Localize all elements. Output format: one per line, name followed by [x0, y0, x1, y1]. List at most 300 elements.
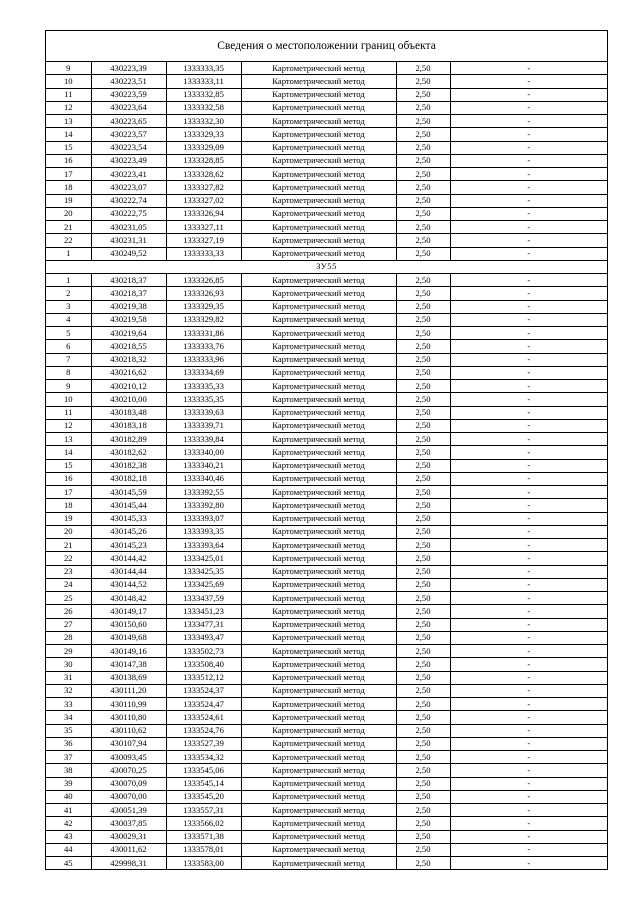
accuracy-cell: 2,50 — [396, 287, 450, 300]
method-cell: Картометрический метод — [241, 790, 396, 803]
y-coordinate-cell: 1333534,32 — [166, 751, 241, 764]
x-coordinate-cell: 430070,00 — [91, 790, 166, 803]
accuracy-cell: 2,50 — [396, 419, 450, 432]
coordinates-table — [46, 62, 607, 869]
method-cell: Картометрический метод — [241, 380, 396, 393]
method-cell: Картометрический метод — [241, 618, 396, 631]
point-number-cell: 38 — [46, 764, 91, 777]
table-row — [46, 154, 607, 167]
accuracy-cell: 2,50 — [396, 115, 450, 128]
method-cell: Картометрический метод — [241, 631, 396, 644]
y-coordinate-cell: 1333329,09 — [166, 141, 241, 154]
accuracy-cell: 2,50 — [396, 671, 450, 684]
x-coordinate-cell: 429998,31 — [91, 857, 166, 870]
table-row — [46, 645, 607, 658]
table-row — [46, 168, 607, 181]
table-row — [46, 234, 607, 247]
method-cell: Картометрический метод — [241, 274, 396, 287]
x-coordinate-cell: 430145,59 — [91, 486, 166, 499]
point-number-cell: 16 — [46, 472, 91, 485]
method-cell: Картометрический метод — [241, 327, 396, 340]
accuracy-cell: 2,50 — [396, 62, 450, 75]
description-cell: - — [450, 88, 607, 101]
table-row — [46, 287, 607, 300]
x-coordinate-cell: 430249,52 — [91, 247, 166, 260]
accuracy-cell: 2,50 — [396, 75, 450, 88]
point-number-cell: 29 — [46, 645, 91, 658]
description-cell: - — [450, 446, 607, 459]
description-cell: - — [450, 525, 607, 538]
method-cell: Картометрический метод — [241, 552, 396, 565]
x-coordinate-cell: 430144,44 — [91, 565, 166, 578]
y-coordinate-cell: 1333425,35 — [166, 565, 241, 578]
x-coordinate-cell: 430011,62 — [91, 843, 166, 856]
method-cell: Картометрический метод — [241, 419, 396, 432]
table-row — [46, 247, 607, 260]
y-coordinate-cell: 1333512,12 — [166, 671, 241, 684]
y-coordinate-cell: 1333392,80 — [166, 499, 241, 512]
table-row — [46, 366, 607, 379]
point-number-cell: 39 — [46, 777, 91, 790]
y-coordinate-cell: 1333331,86 — [166, 327, 241, 340]
accuracy-cell: 2,50 — [396, 194, 450, 207]
x-coordinate-cell: 430051,39 — [91, 804, 166, 817]
x-coordinate-cell: 430144,42 — [91, 552, 166, 565]
point-number-cell: 10 — [46, 393, 91, 406]
x-coordinate-cell: 430182,62 — [91, 446, 166, 459]
description-cell: - — [450, 605, 607, 618]
point-number-cell: 10 — [46, 75, 91, 88]
description-cell: - — [450, 406, 607, 419]
point-number-cell: 41 — [46, 804, 91, 817]
accuracy-cell: 2,50 — [396, 433, 450, 446]
description-cell: - — [450, 751, 607, 764]
accuracy-cell: 2,50 — [396, 154, 450, 167]
y-coordinate-cell: 1333332,30 — [166, 115, 241, 128]
table-row — [46, 459, 607, 472]
method-cell: Картометрический метод — [241, 843, 396, 856]
accuracy-cell: 2,50 — [396, 499, 450, 512]
table-row — [46, 830, 607, 843]
point-number-cell: 19 — [46, 194, 91, 207]
y-coordinate-cell: 1333524,76 — [166, 724, 241, 737]
x-coordinate-cell: 430223,54 — [91, 141, 166, 154]
point-number-cell: 22 — [46, 552, 91, 565]
x-coordinate-cell: 430110,80 — [91, 711, 166, 724]
x-coordinate-cell: 430093,45 — [91, 751, 166, 764]
table-row — [46, 115, 607, 128]
x-coordinate-cell: 430222,74 — [91, 194, 166, 207]
point-number-cell: 5 — [46, 327, 91, 340]
point-number-cell: 42 — [46, 817, 91, 830]
accuracy-cell: 2,50 — [396, 247, 450, 260]
table-row — [46, 512, 607, 525]
point-number-cell: 9 — [46, 62, 91, 75]
point-number-cell: 33 — [46, 698, 91, 711]
method-cell: Картометрический метод — [241, 128, 396, 141]
point-number-cell: 22 — [46, 234, 91, 247]
accuracy-cell: 2,50 — [396, 274, 450, 287]
method-cell: Картометрический метод — [241, 592, 396, 605]
accuracy-cell: 2,50 — [396, 512, 450, 525]
method-cell: Картометрический метод — [241, 62, 396, 75]
point-number-cell: 27 — [46, 618, 91, 631]
accuracy-cell: 2,50 — [396, 830, 450, 843]
accuracy-cell: 2,50 — [396, 168, 450, 181]
x-coordinate-cell: 430223,49 — [91, 154, 166, 167]
x-coordinate-cell: 430145,44 — [91, 499, 166, 512]
y-coordinate-cell: 1333508,40 — [166, 658, 241, 671]
description-cell: - — [450, 128, 607, 141]
y-coordinate-cell: 1333451,23 — [166, 605, 241, 618]
description-cell: - — [450, 565, 607, 578]
x-coordinate-cell: 430145,33 — [91, 512, 166, 525]
x-coordinate-cell: 430182,89 — [91, 433, 166, 446]
description-cell: - — [450, 684, 607, 697]
method-cell: Картометрический метод — [241, 777, 396, 790]
method-cell: Картометрический метод — [241, 168, 396, 181]
x-coordinate-cell: 430149,68 — [91, 631, 166, 644]
method-cell: Картометрический метод — [241, 406, 396, 419]
point-number-cell: 18 — [46, 499, 91, 512]
table-row — [46, 790, 607, 803]
method-cell: Картометрический метод — [241, 247, 396, 260]
point-number-cell: 9 — [46, 380, 91, 393]
accuracy-cell: 2,50 — [396, 539, 450, 552]
description-cell: - — [450, 671, 607, 684]
table-row — [46, 62, 607, 75]
x-coordinate-cell: 430183,48 — [91, 406, 166, 419]
x-coordinate-cell: 430218,55 — [91, 340, 166, 353]
method-cell: Картометрический метод — [241, 578, 396, 591]
description-cell: - — [450, 75, 607, 88]
description-cell: - — [450, 764, 607, 777]
x-coordinate-cell: 430223,07 — [91, 181, 166, 194]
accuracy-cell: 2,50 — [396, 380, 450, 393]
y-coordinate-cell: 1333328,85 — [166, 154, 241, 167]
accuracy-cell: 2,50 — [396, 234, 450, 247]
method-cell: Картометрический метод — [241, 433, 396, 446]
y-coordinate-cell: 1333524,61 — [166, 711, 241, 724]
x-coordinate-cell: 430218,37 — [91, 274, 166, 287]
y-coordinate-cell: 1333583,00 — [166, 857, 241, 870]
point-number-cell: 16 — [46, 154, 91, 167]
x-coordinate-cell: 430223,39 — [91, 62, 166, 75]
method-cell: Картометрический метод — [241, 499, 396, 512]
method-cell: Картометрический метод — [241, 75, 396, 88]
y-coordinate-cell: 1333524,47 — [166, 698, 241, 711]
x-coordinate-cell: 430070,25 — [91, 764, 166, 777]
description-cell: - — [450, 340, 607, 353]
accuracy-cell: 2,50 — [396, 141, 450, 154]
table-row — [46, 221, 607, 234]
table-row — [46, 327, 607, 340]
method-cell: Картометрический метод — [241, 539, 396, 552]
point-number-cell: 11 — [46, 88, 91, 101]
y-coordinate-cell: 1333571,38 — [166, 830, 241, 843]
y-coordinate-cell: 1333335,33 — [166, 380, 241, 393]
point-number-cell: 4 — [46, 313, 91, 326]
description-cell: - — [450, 658, 607, 671]
accuracy-cell: 2,50 — [396, 804, 450, 817]
y-coordinate-cell: 1333340,00 — [166, 446, 241, 459]
y-coordinate-cell: 1333326,85 — [166, 274, 241, 287]
y-coordinate-cell: 1333326,93 — [166, 287, 241, 300]
x-coordinate-cell: 430110,62 — [91, 724, 166, 737]
method-cell: Картометрический метод — [241, 221, 396, 234]
accuracy-cell: 2,50 — [396, 618, 450, 631]
table-row — [46, 671, 607, 684]
method-cell: Картометрический метод — [241, 207, 396, 220]
description-cell: - — [450, 353, 607, 366]
description-cell: - — [450, 645, 607, 658]
table-row — [46, 380, 607, 393]
description-cell: - — [450, 817, 607, 830]
description-cell: - — [450, 433, 607, 446]
x-coordinate-cell: 430070,09 — [91, 777, 166, 790]
accuracy-cell: 2,50 — [396, 340, 450, 353]
table-row — [46, 857, 607, 870]
accuracy-cell: 2,50 — [396, 857, 450, 870]
point-number-cell: 24 — [46, 578, 91, 591]
x-coordinate-cell: 430138,69 — [91, 671, 166, 684]
accuracy-cell: 2,50 — [396, 446, 450, 459]
x-coordinate-cell: 430223,51 — [91, 75, 166, 88]
point-number-cell: 2 — [46, 287, 91, 300]
y-coordinate-cell: 1333332,85 — [166, 88, 241, 101]
x-coordinate-cell: 430231,05 — [91, 221, 166, 234]
y-coordinate-cell: 1333392,55 — [166, 486, 241, 499]
method-cell: Картометрический метод — [241, 459, 396, 472]
method-cell: Картометрический метод — [241, 857, 396, 870]
description-cell: - — [450, 486, 607, 499]
y-coordinate-cell: 1333327,11 — [166, 221, 241, 234]
method-cell: Картометрический метод — [241, 764, 396, 777]
y-coordinate-cell: 1333333,11 — [166, 75, 241, 88]
point-number-cell: 40 — [46, 790, 91, 803]
y-coordinate-cell: 1333524,37 — [166, 684, 241, 697]
accuracy-cell: 2,50 — [396, 300, 450, 313]
point-number-cell: 3 — [46, 300, 91, 313]
y-coordinate-cell: 1333425,01 — [166, 552, 241, 565]
table-row — [46, 618, 607, 631]
description-cell: - — [450, 327, 607, 340]
y-coordinate-cell: 1333326,94 — [166, 207, 241, 220]
table-row — [46, 525, 607, 538]
method-cell: Картометрический метод — [241, 234, 396, 247]
table-row — [46, 539, 607, 552]
table-row — [46, 101, 607, 114]
x-coordinate-cell: 430222,75 — [91, 207, 166, 220]
description-cell: - — [450, 631, 607, 644]
table-row — [46, 751, 607, 764]
y-coordinate-cell: 1333557,31 — [166, 804, 241, 817]
accuracy-cell: 2,50 — [396, 313, 450, 326]
point-number-cell: 8 — [46, 366, 91, 379]
x-coordinate-cell: 430029,31 — [91, 830, 166, 843]
point-number-cell: 44 — [46, 843, 91, 856]
description-cell: - — [450, 419, 607, 432]
table-row — [46, 724, 607, 737]
table-row — [46, 340, 607, 353]
x-coordinate-cell: 430037,85 — [91, 817, 166, 830]
description-cell: - — [450, 539, 607, 552]
method-cell: Картометрический метод — [241, 525, 396, 538]
accuracy-cell: 2,50 — [396, 393, 450, 406]
y-coordinate-cell: 1333578,01 — [166, 843, 241, 856]
x-coordinate-cell: 430210,12 — [91, 380, 166, 393]
point-number-cell: 37 — [46, 751, 91, 764]
accuracy-cell: 2,50 — [396, 366, 450, 379]
y-coordinate-cell: 1333393,35 — [166, 525, 241, 538]
point-number-cell: 23 — [46, 565, 91, 578]
accuracy-cell: 2,50 — [396, 181, 450, 194]
method-cell: Картометрический метод — [241, 512, 396, 525]
accuracy-cell: 2,50 — [396, 843, 450, 856]
y-coordinate-cell: 1333327,19 — [166, 234, 241, 247]
method-cell: Картометрический метод — [241, 737, 396, 750]
y-coordinate-cell: 1333502,73 — [166, 645, 241, 658]
description-cell: - — [450, 578, 607, 591]
accuracy-cell: 2,50 — [396, 472, 450, 485]
table-row — [46, 843, 607, 856]
coordinates-table-body — [46, 62, 607, 869]
description-cell: - — [450, 592, 607, 605]
description-cell: - — [450, 62, 607, 75]
accuracy-cell: 2,50 — [396, 486, 450, 499]
description-cell: - — [450, 393, 607, 406]
description-cell: - — [450, 234, 607, 247]
y-coordinate-cell: 1333333,96 — [166, 353, 241, 366]
table-row — [46, 777, 607, 790]
method-cell: Картометрический метод — [241, 353, 396, 366]
description-cell: - — [450, 181, 607, 194]
point-number-cell: 13 — [46, 433, 91, 446]
table-row — [46, 406, 607, 419]
point-number-cell: 45 — [46, 857, 91, 870]
accuracy-cell: 2,50 — [396, 88, 450, 101]
x-coordinate-cell: 430183,18 — [91, 419, 166, 432]
x-coordinate-cell: 430218,37 — [91, 287, 166, 300]
table-row — [46, 207, 607, 220]
accuracy-cell: 2,50 — [396, 631, 450, 644]
description-cell: - — [450, 313, 607, 326]
section-label: ЗУ55 — [46, 260, 607, 273]
x-coordinate-cell: 430147,38 — [91, 658, 166, 671]
description-cell: - — [450, 221, 607, 234]
accuracy-cell: 2,50 — [396, 459, 450, 472]
table-row — [46, 817, 607, 830]
x-coordinate-cell: 430182,38 — [91, 459, 166, 472]
y-coordinate-cell: 1333437,59 — [166, 592, 241, 605]
method-cell: Картометрический метод — [241, 287, 396, 300]
x-coordinate-cell: 430223,59 — [91, 88, 166, 101]
x-coordinate-cell: 430219,38 — [91, 300, 166, 313]
accuracy-cell: 2,50 — [396, 207, 450, 220]
description-cell: - — [450, 366, 607, 379]
table-row — [46, 631, 607, 644]
method-cell: Картометрический метод — [241, 101, 396, 114]
method-cell: Картометрический метод — [241, 366, 396, 379]
y-coordinate-cell: 1333333,76 — [166, 340, 241, 353]
method-cell: Картометрический метод — [241, 605, 396, 618]
point-number-cell: 21 — [46, 221, 91, 234]
point-number-cell: 30 — [46, 658, 91, 671]
x-coordinate-cell: 430150,60 — [91, 618, 166, 631]
description-cell: - — [450, 843, 607, 856]
table-row — [46, 181, 607, 194]
x-coordinate-cell: 430144,52 — [91, 578, 166, 591]
description-cell: - — [450, 115, 607, 128]
method-cell: Картометрический метод — [241, 645, 396, 658]
table-row — [46, 552, 607, 565]
y-coordinate-cell: 1333329,33 — [166, 128, 241, 141]
accuracy-cell: 2,50 — [396, 698, 450, 711]
point-number-cell: 17 — [46, 486, 91, 499]
method-cell: Картометрический метод — [241, 446, 396, 459]
table-row — [46, 499, 607, 512]
table-row — [46, 472, 607, 485]
accuracy-cell: 2,50 — [396, 221, 450, 234]
method-cell: Картометрический метод — [241, 115, 396, 128]
y-coordinate-cell: 1333332,58 — [166, 101, 241, 114]
section-header-row — [46, 260, 607, 273]
accuracy-cell: 2,50 — [396, 817, 450, 830]
accuracy-cell: 2,50 — [396, 327, 450, 340]
description-cell: - — [450, 194, 607, 207]
accuracy-cell: 2,50 — [396, 128, 450, 141]
point-number-cell: 26 — [46, 605, 91, 618]
y-coordinate-cell: 1333545,20 — [166, 790, 241, 803]
description-cell: - — [450, 207, 607, 220]
accuracy-cell: 2,50 — [396, 751, 450, 764]
x-coordinate-cell: 430111,20 — [91, 684, 166, 697]
y-coordinate-cell: 1333340,46 — [166, 472, 241, 485]
accuracy-cell: 2,50 — [396, 724, 450, 737]
method-cell: Картометрический метод — [241, 724, 396, 737]
y-coordinate-cell: 1333340,21 — [166, 459, 241, 472]
description-cell: - — [450, 830, 607, 843]
accuracy-cell: 2,50 — [396, 684, 450, 697]
y-coordinate-cell: 1333477,31 — [166, 618, 241, 631]
point-number-cell: 20 — [46, 207, 91, 220]
point-number-cell: 7 — [46, 353, 91, 366]
x-coordinate-cell: 430216,62 — [91, 366, 166, 379]
x-coordinate-cell: 430219,64 — [91, 327, 166, 340]
point-number-cell: 15 — [46, 459, 91, 472]
y-coordinate-cell: 1333545,14 — [166, 777, 241, 790]
method-cell: Картометрический метод — [241, 194, 396, 207]
description-cell: - — [450, 724, 607, 737]
point-number-cell: 19 — [46, 512, 91, 525]
accuracy-cell: 2,50 — [396, 711, 450, 724]
table-row — [46, 75, 607, 88]
accuracy-cell: 2,50 — [396, 565, 450, 578]
point-number-cell: 12 — [46, 101, 91, 114]
table-row — [46, 274, 607, 287]
x-coordinate-cell: 430182,18 — [91, 472, 166, 485]
description-cell: - — [450, 247, 607, 260]
table-row — [46, 313, 607, 326]
accuracy-cell: 2,50 — [396, 605, 450, 618]
y-coordinate-cell: 1333545,06 — [166, 764, 241, 777]
method-cell: Картометрический метод — [241, 154, 396, 167]
y-coordinate-cell: 1333393,64 — [166, 539, 241, 552]
description-cell: - — [450, 168, 607, 181]
method-cell: Картометрический метод — [241, 830, 396, 843]
method-cell: Картометрический метод — [241, 804, 396, 817]
method-cell: Картометрический метод — [241, 300, 396, 313]
